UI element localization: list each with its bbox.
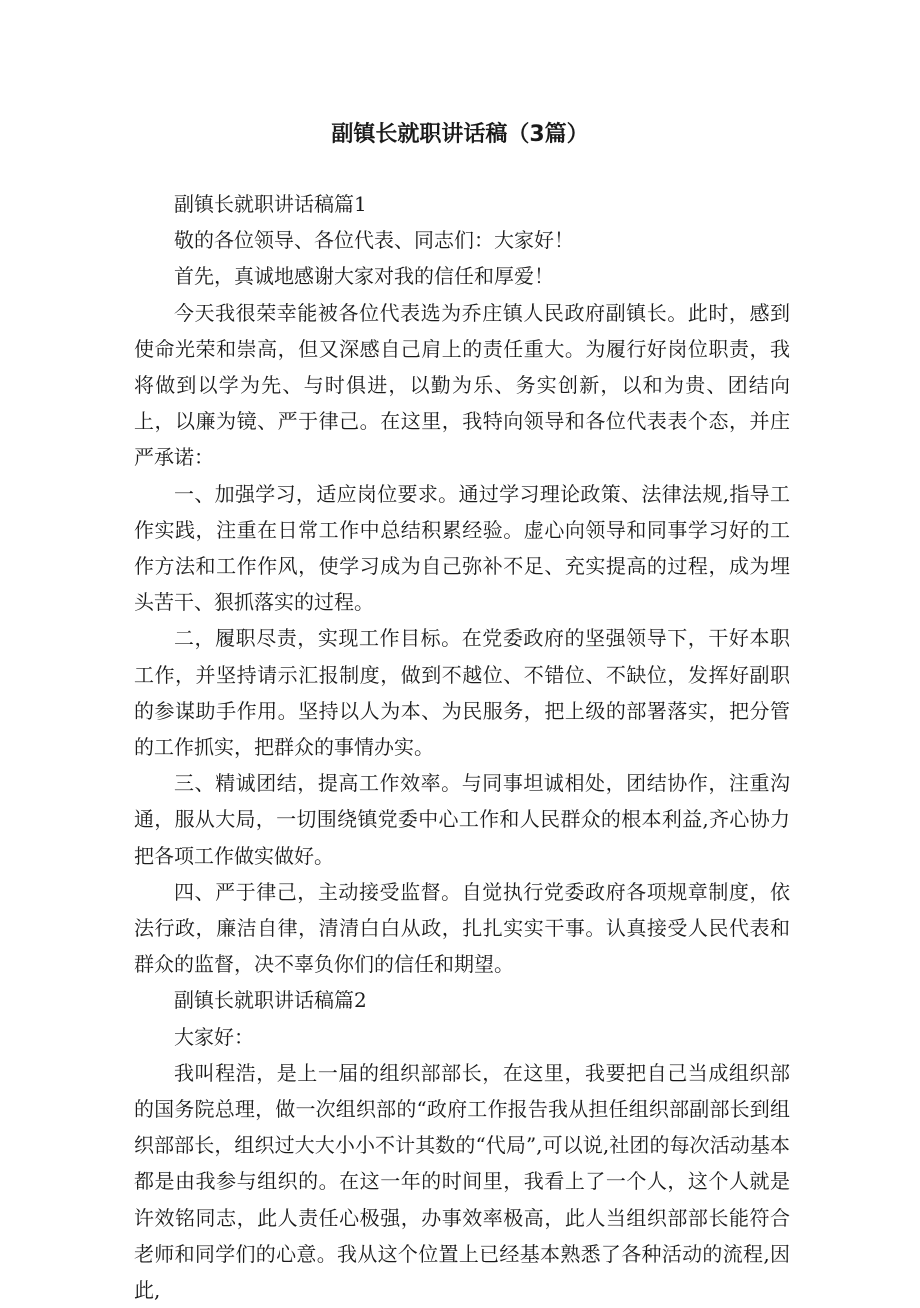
paragraph: 四、严于律己，主动接受监督。自觉执行党委政府各项规章制度，依法行政，廉洁自律，清清白白从政，扎扎实实干事。认真接受人民代表和群众的监督，决不辜负你们的信任和期望。 <box>134 879 790 977</box>
section-heading-1: 副镇长就职讲话稿篇1 <box>174 192 367 216</box>
paragraph: 首先，真诚地感谢大家对我的信任和厚爱！ <box>174 264 554 289</box>
paragraph: 大家好： <box>174 1024 254 1049</box>
document-title: 副镇长就职讲话稿（3篇） <box>331 122 589 147</box>
paragraph: 二，履职尽责，实现工作目标。在党委政府的坚强领导下，干好本职工作，并坚持请示汇报制度，做到不越位、不错位、不缺位，发挥好副职的参谋助手作用。坚持以人为本、为民服务，把上级的部署落实，把分管的工作抓实，把群众的事情办实。 <box>134 626 790 760</box>
paragraph: 我叫程浩，是上一届的组织部部长，在这里，我要把自己当成组织部的国务院总理，做一次组织部的“政府工作报告我从担任组织部副部长到组织部部长，组织过大大小小不计其数的“代局”,可以说,社团的每次活动基本都是由我参与组织的。在这一年的时间里，我看上了一个人，这个人就是许效铭同志，此人责任心极强，办事效率极高，此人当组织部部长能符合老师和同学们的心意。我从这个位置上已经基本熟悉了各种活动的流程,因此, <box>134 1060 790 1303</box>
paragraph: 今天我很荣幸能被各位代表选为乔庄镇人民政府副镇长。此时，感到使命光荣和崇高，但又深感自己肩上的责任重大。为履行好岗位职责，我将做到以学为先、与时俱进，以勤为乐、务实创新，以和为贵、团结向上，以廉为镜、严于律己。在这里，我特向领导和各位代表表个态，并庄严承诺： <box>134 300 790 470</box>
paragraph: 敬的各位领导、各位代表、同志们：大家好！ <box>174 228 574 253</box>
paragraph: 三、精诚团结，提高工作效率。与同事坦诚相处，团结协作，注重沟通，服从大局，一切围绕镇党委中心工作和人民群众的根本利益,齐心协力把各项工作做实做好。 <box>134 771 790 868</box>
section-heading-2: 副镇长就职讲话稿篇2 <box>174 988 367 1013</box>
paragraph: 一、加强学习，适应岗位要求。通过学习理论政策、法律法规,指导工作实践，注重在日常工作中总结积累经验。虚心向领导和同事学习好的工作方法和工作作风，使学习成为自己弥补不足、充实提高的过程，成为埋头苦干、狠抓落实的过程。 <box>134 481 790 615</box>
document-body <box>134 186 790 1308</box>
